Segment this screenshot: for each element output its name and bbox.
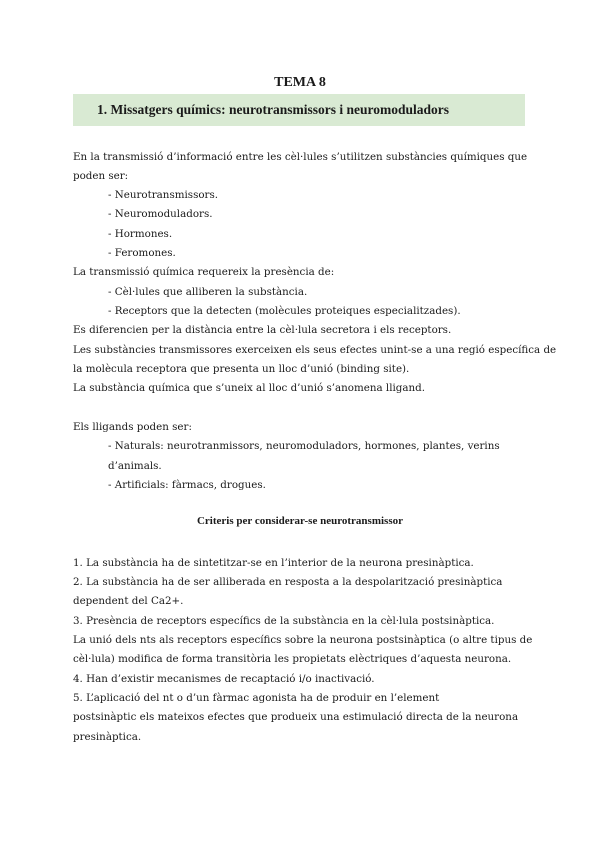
ligand-text: La substància química que s’uneix al lloc d’unió s’anomena lligand.: [73, 382, 426, 394]
intro-line-2: poden ser:: [73, 170, 129, 182]
criteria-3: 3. Presència de receptors específics de la substància en la cèl·lula postsinàptica.: [73, 615, 495, 627]
ligands-artificial: - Artificials: fàrmacs, drogues.: [108, 479, 266, 491]
effects-line-1: Les substàncies transmissores exerceixen els seus efectes unint-se a una regió específica de: [73, 344, 557, 356]
requirement-text: La transmissió química requereix la presència de:: [73, 266, 335, 278]
ligands-intro: Els lligands poden ser:: [73, 421, 192, 433]
ligands-natural-1: - Naturals: neurotranmissors, neuromoduladors, hormones, plantes, verins: [108, 440, 500, 452]
page-title: TEMA 8: [274, 75, 326, 90]
ligands-natural-2: d’animals.: [108, 460, 162, 472]
requirement-item: - Receptors que la detecten (molècules proteiques especialitzades).: [108, 305, 461, 317]
criteria-3b: cèl·lula) modifica de forma transitòria les propietats elèctriques d’aquesta neurona.: [73, 653, 512, 665]
criteria-2b: dependent del Ca2+.: [73, 595, 184, 607]
criteria-5b: postsinàptic els mateixos efectes que produeix una estimulació directa de la neurona: [73, 711, 519, 723]
difference-text: Es diferencien per la distància entre la cèl·lula secretora i els receptors.: [73, 324, 452, 336]
section-heading-text: 1. Missatgers químics: neurotransmissors i neuromoduladors: [97, 102, 450, 117]
criteria-1: 1. La substància ha de sintetitzar-se en l’interior de la neurona presinàptica.: [73, 557, 474, 569]
criteria-2a: 2. La substància ha de ser alliberada en resposta a la despolarització presinàptica: [73, 576, 503, 588]
section-heading: [73, 94, 525, 126]
criteria-5c: presinàptica.: [73, 731, 142, 743]
type-item: - Hormones.: [108, 228, 173, 240]
intro-line-1: En la transmissió d’informació entre les cèl·lules s’utilitzen substàncies químiques que: [73, 151, 528, 163]
effects-line-2: la molècula receptora que presenta un lloc d’unió (binding site).: [73, 363, 410, 375]
criteria-4: 4. Han d’existir mecanismes de recaptació i/o inactivació.: [73, 673, 375, 685]
criteria-3a: La unió dels nts als receptors específics sobre la neurona postsinàptica (o altre tipus de: [73, 634, 533, 646]
type-item: - Feromones.: [108, 247, 176, 259]
type-item: - Neuromoduladors.: [108, 208, 213, 220]
type-item: - Neurotransmissors.: [108, 189, 219, 201]
requirement-item: - Cèl·lules que alliberen la substància.: [108, 286, 308, 298]
criteria-5a: 5. L’aplicació del nt o d’un fàrmac agonista ha de produir en l’element: [73, 692, 440, 704]
criteria-heading: Criteris per considerar-se neurotransmissor: [196, 515, 403, 527]
